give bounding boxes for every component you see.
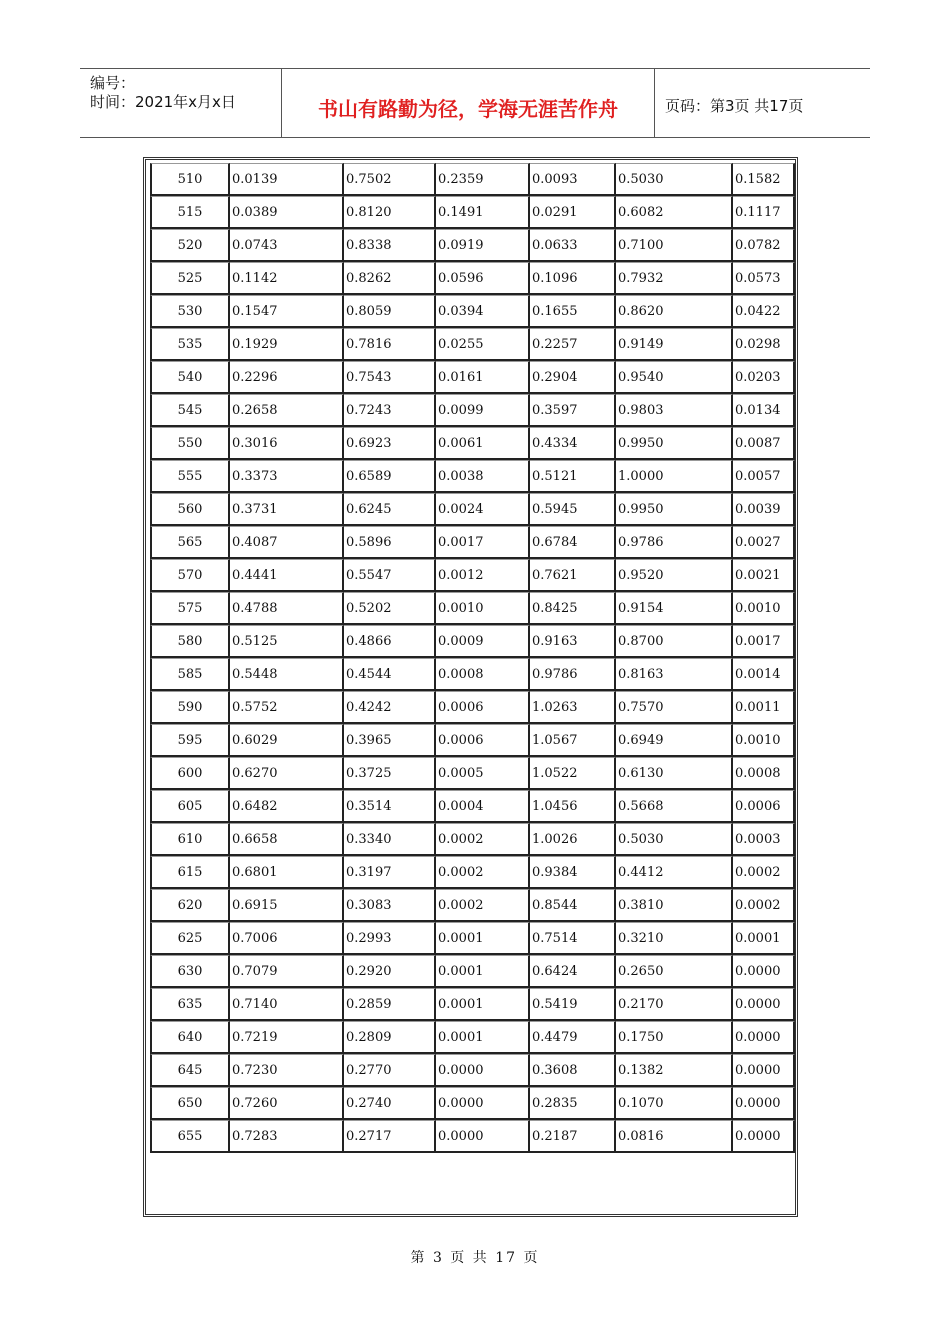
wavelength-cell: 635 — [150, 988, 230, 1021]
value-cell: 0.0024 — [436, 493, 530, 526]
value-cell: 0.4242 — [344, 691, 436, 724]
wavelength-cell: 525 — [150, 262, 230, 295]
value-cell: 0.0139 — [230, 163, 344, 196]
table-row — [150, 691, 795, 724]
value-cell: 0.0001 — [436, 1021, 530, 1054]
page-footer: 第 3 页 共 17 页 — [410, 1250, 540, 1266]
wavelength-cell: 540 — [150, 361, 230, 394]
value-cell: 0.0633 — [530, 229, 616, 262]
value-cell: 0.9786 — [616, 526, 733, 559]
wavelength-cell: 530 — [150, 295, 230, 328]
wavelength-cell: 555 — [150, 460, 230, 493]
value-cell: 0.3608 — [530, 1054, 616, 1087]
value-cell: 1.0456 — [530, 790, 616, 823]
wavelength-cell: 615 — [150, 856, 230, 889]
value-cell: 0.0000 — [436, 1054, 530, 1087]
value-cell: 0.6949 — [616, 724, 733, 757]
value-cell: 0.6784 — [530, 526, 616, 559]
value-cell: 0.6658 — [230, 823, 344, 856]
table-row — [150, 163, 795, 196]
value-cell: 0.1655 — [530, 295, 616, 328]
value-cell: 0.0012 — [436, 559, 530, 592]
value-cell: 0.0021 — [733, 559, 795, 592]
value-cell: 0.7621 — [530, 559, 616, 592]
value-cell: 0.2187 — [530, 1120, 616, 1153]
header-page-cell — [655, 69, 870, 137]
value-cell: 0.8163 — [616, 658, 733, 691]
wavelength-cell: 625 — [150, 922, 230, 955]
table-row — [150, 889, 795, 922]
table-row — [150, 394, 795, 427]
value-cell: 0.0010 — [436, 592, 530, 625]
value-cell: 0.2296 — [230, 361, 344, 394]
value-cell: 0.0087 — [733, 427, 795, 460]
value-cell: 0.1547 — [230, 295, 344, 328]
value-cell: 0.0919 — [436, 229, 530, 262]
value-cell: 0.6482 — [230, 790, 344, 823]
value-cell: 0.0001 — [436, 955, 530, 988]
value-cell: 0.0000 — [733, 1021, 795, 1054]
value-cell: 0.4479 — [530, 1021, 616, 1054]
table-row — [150, 493, 795, 526]
value-cell: 0.3725 — [344, 757, 436, 790]
value-cell: 0.7006 — [230, 922, 344, 955]
wavelength-cell: 605 — [150, 790, 230, 823]
value-cell: 0.8700 — [616, 625, 733, 658]
value-cell: 0.6029 — [230, 724, 344, 757]
wavelength-cell: 655 — [150, 1120, 230, 1153]
data-table-frame — [143, 157, 798, 1217]
table-row — [150, 592, 795, 625]
value-cell: 0.8425 — [530, 592, 616, 625]
table-row — [150, 922, 795, 955]
wavelength-cell: 595 — [150, 724, 230, 757]
value-cell: 0.0093 — [530, 163, 616, 196]
wavelength-cell: 535 — [150, 328, 230, 361]
value-cell: 0.6923 — [344, 427, 436, 460]
value-cell: 0.3197 — [344, 856, 436, 889]
value-cell: 0.0006 — [436, 724, 530, 757]
header-motto-cell — [282, 69, 655, 137]
value-cell: 0.2717 — [344, 1120, 436, 1153]
value-cell: 0.3965 — [344, 724, 436, 757]
value-cell: 0.0000 — [733, 988, 795, 1021]
value-cell: 0.3340 — [344, 823, 436, 856]
value-cell: 0.4334 — [530, 427, 616, 460]
page-header — [80, 68, 870, 138]
value-cell: 0.0011 — [733, 691, 795, 724]
wavelength-cell: 575 — [150, 592, 230, 625]
value-cell: 0.2650 — [616, 955, 733, 988]
value-cell: 0.5448 — [230, 658, 344, 691]
value-cell: 0.0038 — [436, 460, 530, 493]
wavelength-cell: 545 — [150, 394, 230, 427]
value-cell: 0.0014 — [733, 658, 795, 691]
value-cell: 0.4544 — [344, 658, 436, 691]
value-cell: 0.9786 — [530, 658, 616, 691]
wavelength-cell: 565 — [150, 526, 230, 559]
table-row — [150, 988, 795, 1021]
value-cell: 0.2859 — [344, 988, 436, 1021]
value-cell: 0.0027 — [733, 526, 795, 559]
value-cell: 0.1070 — [616, 1087, 733, 1120]
value-cell: 0.2359 — [436, 163, 530, 196]
value-cell: 0.0000 — [733, 1120, 795, 1153]
value-cell: 0.7260 — [230, 1087, 344, 1120]
wavelength-cell: 640 — [150, 1021, 230, 1054]
data-table-body — [150, 163, 795, 1153]
value-cell: 0.7079 — [230, 955, 344, 988]
value-cell: 0.1929 — [230, 328, 344, 361]
value-cell: 0.0291 — [530, 196, 616, 229]
value-cell: 0.7932 — [616, 262, 733, 295]
value-cell: 0.0389 — [230, 196, 344, 229]
value-cell: 0.0000 — [436, 1087, 530, 1120]
value-cell: 0.0008 — [733, 757, 795, 790]
value-cell: 0.0161 — [436, 361, 530, 394]
table-row — [150, 460, 795, 493]
value-cell: 0.9950 — [616, 427, 733, 460]
value-cell: 0.0017 — [436, 526, 530, 559]
value-cell: 0.3016 — [230, 427, 344, 460]
wavelength-cell: 515 — [150, 196, 230, 229]
value-cell: 0.0008 — [436, 658, 530, 691]
value-cell: 0.2740 — [344, 1087, 436, 1120]
value-cell: 0.2257 — [530, 328, 616, 361]
value-cell: 0.3810 — [616, 889, 733, 922]
value-cell: 0.9540 — [616, 361, 733, 394]
value-cell: 0.2809 — [344, 1021, 436, 1054]
table-row — [150, 625, 795, 658]
table-row — [150, 196, 795, 229]
value-cell: 0.4412 — [616, 856, 733, 889]
wavelength-cell: 620 — [150, 889, 230, 922]
table-row — [150, 658, 795, 691]
table-row — [150, 1021, 795, 1054]
value-cell: 0.0009 — [436, 625, 530, 658]
value-cell: 0.0255 — [436, 328, 530, 361]
value-cell: 0.0134 — [733, 394, 795, 427]
value-cell: 0.5125 — [230, 625, 344, 658]
value-cell: 0.1142 — [230, 262, 344, 295]
value-cell: 0.3210 — [616, 922, 733, 955]
value-cell: 0.7816 — [344, 328, 436, 361]
motto-text: 书山有路勤为径，学海无涯苦作舟 — [318, 97, 618, 121]
value-cell: 0.0017 — [733, 625, 795, 658]
value-cell: 0.5202 — [344, 592, 436, 625]
value-cell: 0.0001 — [436, 988, 530, 1021]
value-cell: 0.0002 — [436, 823, 530, 856]
table-row — [150, 856, 795, 889]
value-cell: 0.5752 — [230, 691, 344, 724]
value-cell: 0.4788 — [230, 592, 344, 625]
value-cell: 0.6915 — [230, 889, 344, 922]
wavelength-cell: 645 — [150, 1054, 230, 1087]
table-row — [150, 1120, 795, 1153]
value-cell: 0.5030 — [616, 163, 733, 196]
value-cell: 0.0010 — [733, 592, 795, 625]
value-cell: 0.3514 — [344, 790, 436, 823]
value-cell: 0.0010 — [733, 724, 795, 757]
table-row — [150, 1087, 795, 1120]
value-cell: 0.5896 — [344, 526, 436, 559]
value-cell: 0.5030 — [616, 823, 733, 856]
value-cell: 0.7570 — [616, 691, 733, 724]
page-info: 页码：第3页 共17页 — [665, 97, 804, 115]
value-cell: 0.4441 — [230, 559, 344, 592]
wavelength-cell: 570 — [150, 559, 230, 592]
value-cell: 0.1582 — [733, 163, 795, 196]
value-cell: 0.0001 — [733, 922, 795, 955]
value-cell: 0.7283 — [230, 1120, 344, 1153]
value-cell: 0.8059 — [344, 295, 436, 328]
wavelength-cell: 510 — [150, 163, 230, 196]
value-cell: 0.0061 — [436, 427, 530, 460]
value-cell: 0.7502 — [344, 163, 436, 196]
table-row — [150, 955, 795, 988]
value-cell: 0.1382 — [616, 1054, 733, 1087]
value-cell: 0.0006 — [733, 790, 795, 823]
wavelength-cell: 630 — [150, 955, 230, 988]
value-cell: 0.0573 — [733, 262, 795, 295]
wavelength-cell: 550 — [150, 427, 230, 460]
value-cell: 0.1750 — [616, 1021, 733, 1054]
table-row — [150, 790, 795, 823]
value-cell: 0.8262 — [344, 262, 436, 295]
value-cell: 0.2170 — [616, 988, 733, 1021]
value-cell: 0.6270 — [230, 757, 344, 790]
value-cell: 0.0298 — [733, 328, 795, 361]
value-cell: 0.9520 — [616, 559, 733, 592]
value-cell: 0.0000 — [733, 1054, 795, 1087]
value-cell: 0.0002 — [733, 856, 795, 889]
value-cell: 0.1491 — [436, 196, 530, 229]
code-label: 编号： — [90, 74, 136, 92]
value-cell: 0.0000 — [733, 955, 795, 988]
value-cell: 0.8544 — [530, 889, 616, 922]
value-cell: 1.0567 — [530, 724, 616, 757]
table-row — [150, 724, 795, 757]
value-cell: 0.5547 — [344, 559, 436, 592]
value-cell: 0.2920 — [344, 955, 436, 988]
value-cell: 0.3373 — [230, 460, 344, 493]
wavelength-cell: 610 — [150, 823, 230, 856]
data-table — [150, 163, 795, 1153]
value-cell: 0.9154 — [616, 592, 733, 625]
value-cell: 0.0816 — [616, 1120, 733, 1153]
value-cell: 0.2770 — [344, 1054, 436, 1087]
value-cell: 0.7543 — [344, 361, 436, 394]
wavelength-cell: 600 — [150, 757, 230, 790]
value-cell: 1.0263 — [530, 691, 616, 724]
value-cell: 0.6082 — [616, 196, 733, 229]
value-cell: 0.7219 — [230, 1021, 344, 1054]
value-cell: 0.0422 — [733, 295, 795, 328]
value-cell: 0.3083 — [344, 889, 436, 922]
value-cell: 0.7230 — [230, 1054, 344, 1087]
value-cell: 0.9384 — [530, 856, 616, 889]
value-cell: 0.4087 — [230, 526, 344, 559]
value-cell: 0.0002 — [436, 856, 530, 889]
value-cell: 0.2835 — [530, 1087, 616, 1120]
value-cell: 1.0026 — [530, 823, 616, 856]
value-cell: 0.6801 — [230, 856, 344, 889]
value-cell: 0.5121 — [530, 460, 616, 493]
value-cell: 0.5419 — [530, 988, 616, 1021]
value-cell: 0.7140 — [230, 988, 344, 1021]
value-cell: 0.7243 — [344, 394, 436, 427]
wavelength-cell: 650 — [150, 1087, 230, 1120]
value-cell: 0.0394 — [436, 295, 530, 328]
value-cell: 1.0000 — [616, 460, 733, 493]
value-cell: 0.7100 — [616, 229, 733, 262]
table-row — [150, 262, 795, 295]
table-row — [150, 559, 795, 592]
value-cell: 0.9803 — [616, 394, 733, 427]
value-cell: 0.3597 — [530, 394, 616, 427]
table-row — [150, 823, 795, 856]
value-cell: 0.0596 — [436, 262, 530, 295]
value-cell: 0.6589 — [344, 460, 436, 493]
value-cell: 0.1117 — [733, 196, 795, 229]
value-cell: 0.5945 — [530, 493, 616, 526]
value-cell: 0.8120 — [344, 196, 436, 229]
value-cell: 0.0099 — [436, 394, 530, 427]
value-cell: 0.6245 — [344, 493, 436, 526]
value-cell: 0.0004 — [436, 790, 530, 823]
value-cell: 0.1096 — [530, 262, 616, 295]
table-row — [150, 427, 795, 460]
value-cell: 0.2904 — [530, 361, 616, 394]
value-cell: 0.7514 — [530, 922, 616, 955]
table-row — [150, 361, 795, 394]
value-cell: 0.2658 — [230, 394, 344, 427]
value-cell: 0.5668 — [616, 790, 733, 823]
wavelength-cell: 580 — [150, 625, 230, 658]
wavelength-cell: 560 — [150, 493, 230, 526]
header-meta — [80, 69, 282, 137]
value-cell: 0.3731 — [230, 493, 344, 526]
value-cell: 0.9950 — [616, 493, 733, 526]
time-label: 时间：2021年x月x日 — [90, 93, 236, 111]
value-cell: 0.0000 — [733, 1087, 795, 1120]
wavelength-cell: 520 — [150, 229, 230, 262]
value-cell: 0.8620 — [616, 295, 733, 328]
value-cell: 0.0001 — [436, 922, 530, 955]
value-cell: 0.0003 — [733, 823, 795, 856]
wavelength-cell: 585 — [150, 658, 230, 691]
table-row — [150, 328, 795, 361]
value-cell: 0.0002 — [733, 889, 795, 922]
value-cell: 0.8338 — [344, 229, 436, 262]
value-cell: 0.4866 — [344, 625, 436, 658]
value-cell: 0.0039 — [733, 493, 795, 526]
value-cell: 0.9163 — [530, 625, 616, 658]
wavelength-cell: 590 — [150, 691, 230, 724]
table-row — [150, 757, 795, 790]
value-cell: 0.0006 — [436, 691, 530, 724]
value-cell: 0.6130 — [616, 757, 733, 790]
table-row — [150, 295, 795, 328]
value-cell: 0.0203 — [733, 361, 795, 394]
value-cell: 0.0782 — [733, 229, 795, 262]
value-cell: 0.2993 — [344, 922, 436, 955]
table-row — [150, 526, 795, 559]
value-cell: 0.9149 — [616, 328, 733, 361]
value-cell: 0.0743 — [230, 229, 344, 262]
table-row — [150, 229, 795, 262]
value-cell: 0.0057 — [733, 460, 795, 493]
value-cell: 1.0522 — [530, 757, 616, 790]
value-cell: 0.0000 — [436, 1120, 530, 1153]
value-cell: 0.6424 — [530, 955, 616, 988]
value-cell: 0.0005 — [436, 757, 530, 790]
value-cell: 0.0002 — [436, 889, 530, 922]
table-row — [150, 1054, 795, 1087]
